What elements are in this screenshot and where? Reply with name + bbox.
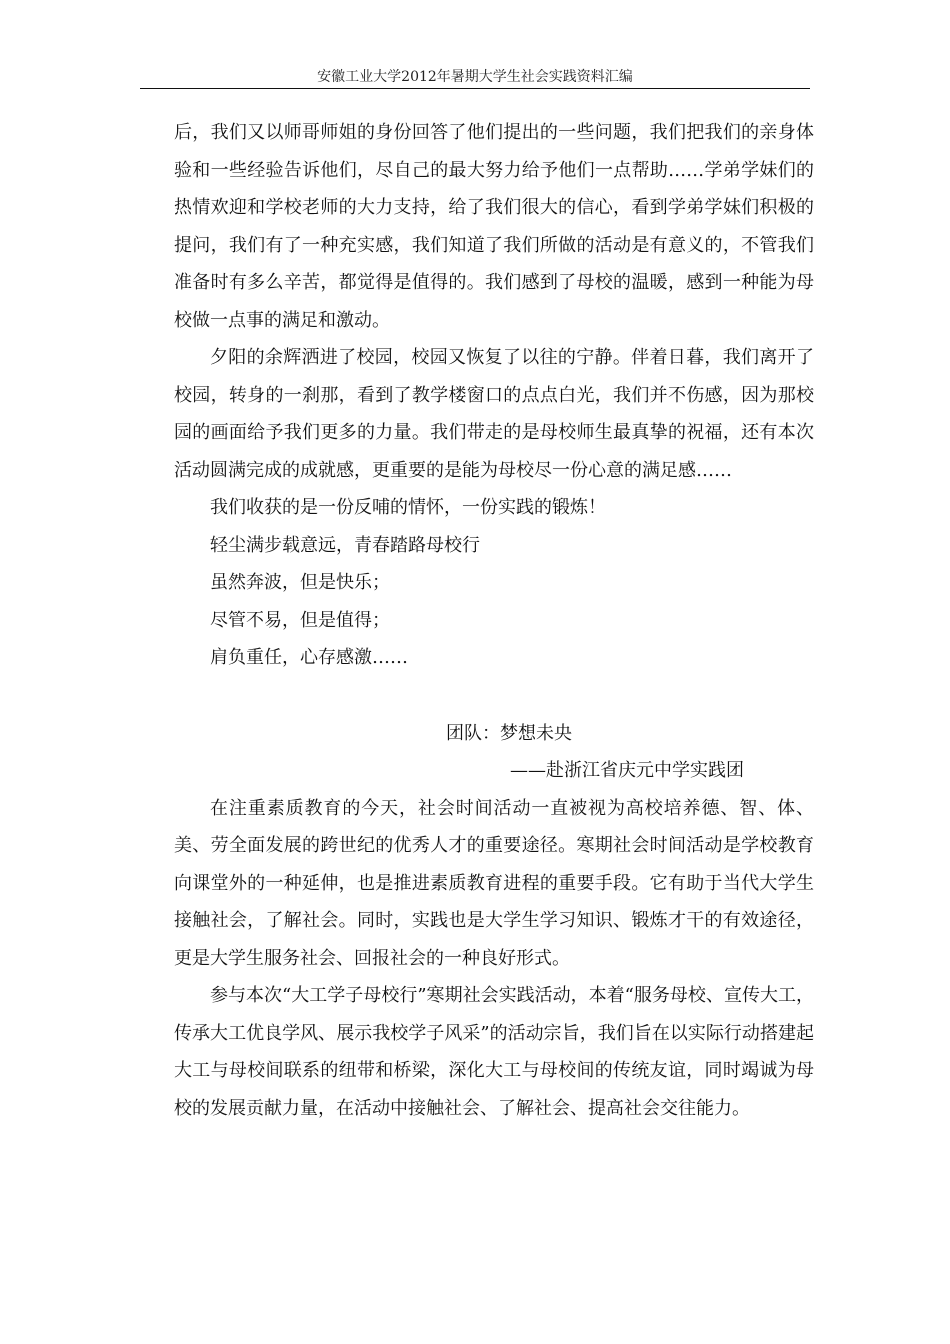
header-rule bbox=[140, 88, 810, 89]
poem-line-4: 肩负重任，心存感激…… bbox=[210, 647, 408, 668]
poem-line-2: 虽然奔波，但是快乐； bbox=[210, 572, 390, 593]
section-paragraph-2: 参与本次“大工学子母校行”寒期社会实践活动，本着“服务母校、宣传大工，传承大工优良学风、展示我校学子风采”的活动宗旨，我们旨在以实际行动搭建起大工与母校间联系的纽带和桥梁，深化大工与母校间的传统友谊，同时竭诚为母校的发展贡献力量，在活动中接触社会、了解社会、提高社会交往能力。 bbox=[174, 985, 814, 1119]
section-title: 团队：梦想未央 bbox=[446, 722, 572, 744]
poem-line-3: 尽管不易，但是值得； bbox=[210, 609, 390, 631]
section-gap bbox=[174, 677, 814, 715]
paragraph-sunset: 夕阳的余辉洒进了校园，校园又恢复了以往的宁静。伴着日暮，我们离开了校园，转身的一刹那，看到了教学楼窗口的点点白光，我们并不伤感，因为那校园的画面给予我们更多的力量。我们带走的是母校师生最真挚的祝福，还有本次活动圆满完成的成就感，更重要的是能为母校尽一份心意的满足感…… bbox=[174, 347, 814, 481]
page-body bbox=[174, 114, 814, 1127]
section-paragraph-1: 在注重素质教育的今天，社会时间活动一直被视为高校培养德、智、体、美、劳全面发展的跨世纪的优秀人才的重要途径。寒期社会时间活动是学校教育向课堂外的一种延伸，也是推进素质教育进程的重要手段。它有助于当代大学生接触社会，了解社会。同时，实践也是大学生学习知识、锻炼才干的有效途径，更是大学生服务社会、回报社会的一种良好形式。 bbox=[174, 797, 814, 969]
line-harvest: 我们收获的是一份反哺的情怀，一份实践的锻炼！ bbox=[210, 497, 606, 518]
poem-line-1: 轻尘满步载意远，青春踏路母校行 bbox=[210, 534, 480, 556]
running-header: 安徽工业大学2012年暑期大学生社会实践资料汇编 bbox=[317, 69, 633, 85]
paragraph-continuation: 后，我们又以师哥师姐的身份回答了他们提出的一些问题，我们把我们的亲身体验和一些经验告诉他们，尽自己的最大努力给予他们一点帮助……学弟学妹们的热情欢迎和学校老师的大力支持，给了我们很大的信心，看到学弟学妹们积极的提问，我们有了一种充实感，我们知道了我们所做的活动是有意义的，不管我们准备时有多么辛苦，都觉得是值得的。我们感到了母校的温暖，感到一种能为母校做一点事的满足和激动。 bbox=[174, 122, 814, 331]
section-subtitle: ——赴浙江省庆元中学实践团 bbox=[510, 760, 744, 781]
